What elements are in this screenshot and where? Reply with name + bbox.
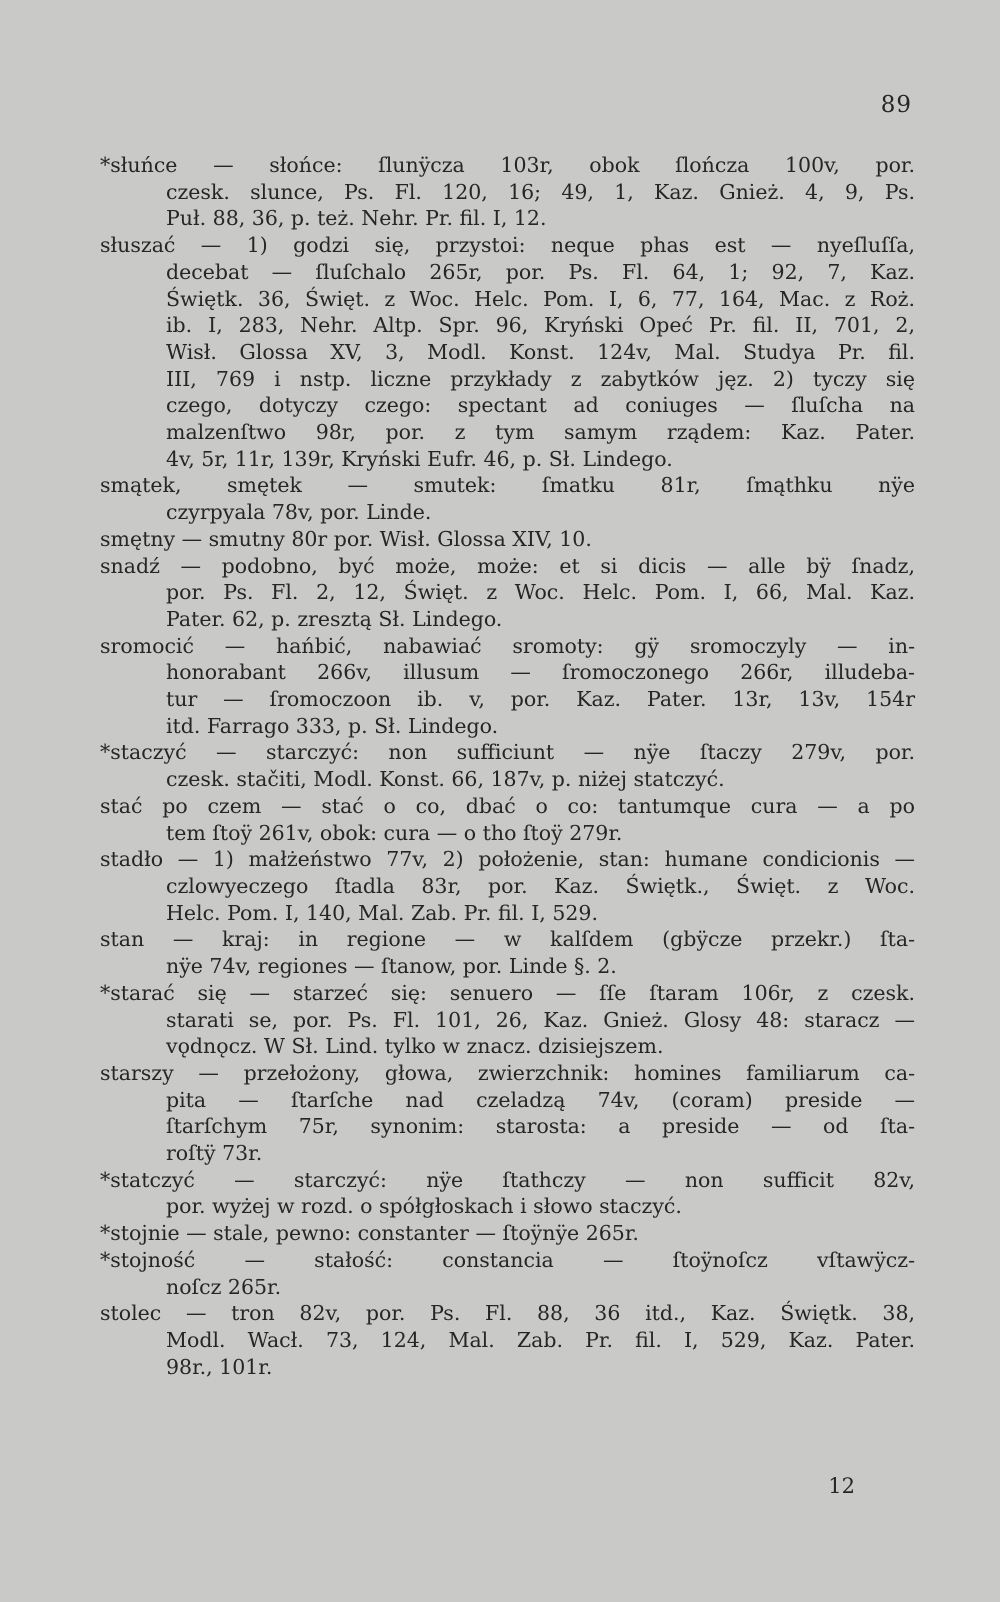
- entry-line: decebat — ſluſchalo 265r, por. Ps. Fl. 64, 1; 92, 7, Kaz.: [166, 259, 915, 284]
- printer-signature-mark: 12: [828, 1474, 855, 1498]
- entry-line: czesk. stačiti, Modl. Konst. 66, 187v, p. niżej statczyć.: [166, 767, 725, 792]
- entry-stadlo: [100, 846, 915, 926]
- entry-line: Pater. 62, p. zresztą Sł. Lindego.: [166, 606, 503, 631]
- entry-line: ib. I, 283, Nehr. Altp. Spr. 96, Kryński Opeć Pr. fil. II, 701, 2,: [166, 313, 915, 338]
- entry-line: snadź — podobno, być może, może: et si dicis — alle bÿ ſnadz,: [100, 553, 915, 578]
- entry-line: 98r., 101r.: [166, 1354, 273, 1379]
- entry-starac-sie: [100, 980, 915, 1060]
- entry-line: Modl. Wacł. 73, 124, Mal. Zab. Pr. fil. I, 529, Kaz. Pater.: [166, 1327, 915, 1352]
- entry-line: słuszać — 1) godzi się, przystoi: neque phas est — nyeſluſſa,: [100, 233, 915, 258]
- page-number: 89: [880, 92, 912, 118]
- entry-line: czesk. slunce, Ps. Fl. 120, 16; 49, 1, Kaz. Gnież. 4, 9, Ps.: [166, 179, 915, 204]
- entry-line: noſcz 265r.: [166, 1274, 282, 1299]
- entry-line: stadło — 1) małżeństwo 77v, 2) położenie, stan: humane condicionis —: [100, 847, 915, 872]
- entry-line: Wisł. Glossa XV, 3, Modl. Konst. 124v, Mal. Studya Pr. fil.: [166, 339, 915, 364]
- entry-line: *stojnie — stale, pewno: constanter — ſtoÿnÿe 265r.: [100, 1221, 639, 1246]
- entry-line: starszy — przełożony, głowa, zwierzchnik: homines familiarum ca-: [100, 1060, 915, 1085]
- entry-line: smętny — smutny 80r por. Wisł. Glossa XIV, 10.: [100, 526, 592, 551]
- entry-stojnie: [100, 1220, 915, 1247]
- entry-line: czego, dotyczy czego: spectant ad coniuges — ſluſcha na: [166, 393, 915, 418]
- entry-stojnosc: [100, 1247, 915, 1300]
- entry-staczyc: [100, 739, 915, 792]
- entry-line: malzenſtwo 98r, por. z tym samym rządem: Kaz. Pater.: [166, 420, 915, 445]
- entry-line: vǫdnǫcz. W Sł. Lind. tylko w znacz. dzisiejszem.: [166, 1034, 664, 1059]
- entry-sluszac: [100, 232, 915, 472]
- entry-line: Świętk. 36, Święt. z Woc. Helc. Pom. I, 6, 77, 164, Mac. z Roż.: [166, 286, 915, 311]
- entry-line: nÿe 74v, regiones — ſtanow, por. Linde §. 2.: [166, 954, 617, 979]
- entry-line: 4v, 5r, 11r, 139r, Kryński Eufr. 46, p. Sł. Lindego.: [166, 446, 673, 471]
- dictionary-entries: [100, 152, 915, 1380]
- entry-line: *stojność — stałość: constancia — ſtoÿnoſcz vſtawÿcz-: [100, 1247, 915, 1272]
- entry-line: roſtÿ 73r.: [166, 1141, 263, 1166]
- entry-line: stać po czem — stać o co, dbać o co: tantumque cura — a po: [100, 793, 915, 818]
- entry-line: por. Ps. Fl. 2, 12, Święt. z Woc. Helc. Pom. I, 66, Mal. Kaz.: [166, 580, 915, 605]
- entry-line: stan — kraj: in regione — w kalſdem (gbÿcze przekr.) ſta-: [100, 927, 915, 952]
- entry-stac-po-czem: [100, 793, 915, 846]
- entry-line: smątek, smętek — smutek: ſmatku 81r, ſmąthku nÿe: [100, 473, 915, 498]
- entry-stolec: [100, 1300, 915, 1380]
- entry-sromocic: [100, 633, 915, 740]
- entry-line: czyrpyala 78v, por. Linde.: [166, 500, 432, 525]
- entry-line: *starać się — starzeć się: senuero — ſſe ſtaram 106r, z czesk.: [100, 980, 915, 1005]
- entry-line: III, 769 i nstp. liczne przykłady z zabytków jęz. 2) tyczy się: [166, 366, 915, 391]
- entry-line: itd. Farrago 333, p. Sł. Lindego.: [166, 713, 499, 738]
- entry-snadz: [100, 553, 915, 633]
- entry-slunce: [100, 152, 915, 232]
- entry-line: ſtarſchym 75r, synonim: starosta: a preside — od ſta-: [166, 1114, 915, 1139]
- entry-line: pita — ſtarſche nad czeladzą 74v, (coram) preside —: [166, 1087, 915, 1112]
- entry-stan: [100, 926, 915, 979]
- entry-line: sromocić — hańbić, nabawiać sromoty: gÿ sromoczyly — in-: [100, 633, 915, 658]
- entry-line: starati se, por. Ps. Fl. 101, 26, Kaz. Gnież. Glosy 48: staracz —: [166, 1007, 915, 1032]
- entry-line: stolec — tron 82v, por. Ps. Fl. 88, 36 itd., Kaz. Świętk. 38,: [100, 1301, 915, 1326]
- entry-line: Helc. Pom. I, 140, Mal. Zab. Pr. fil. I, 529.: [166, 900, 598, 925]
- entry-line: por. wyżej w rozd. o spółgłoskach i słowo staczyć.: [166, 1194, 682, 1219]
- entry-line: *staczyć — starczyć: non sufficiunt — nÿe ſtaczy 279v, por.: [100, 740, 915, 765]
- entry-line: tur — ſromoczoon ib. v, por. Kaz. Pater. 13r, 13v, 154r: [166, 687, 915, 712]
- entry-line: *słuńce — słońce: ſlunÿcza 103r, obok ſlończa 100v, por.: [100, 153, 915, 177]
- entry-line: czlowyeczego ſtadla 83r, por. Kaz. Świętk., Święt. z Woc.: [166, 873, 915, 898]
- entry-statczyc: [100, 1167, 915, 1220]
- entry-line: honorabant 266v, illusum — ſromoczonego 266r, illudeba-: [166, 660, 915, 685]
- entry-line: Puł. 88, 36, p. też. Nehr. Pr. fil. I, 12.: [166, 206, 547, 231]
- entry-starszy: [100, 1060, 915, 1167]
- entry-smetny: [100, 526, 915, 553]
- entry-line: *statczyć — starczyć: nÿe ſtathczy — non sufficit 82v,: [100, 1167, 915, 1192]
- entry-smatek: [100, 472, 915, 525]
- entry-line: tem ſtoÿ 261v, obok: cura — o tho ſtoÿ 279r.: [166, 820, 623, 845]
